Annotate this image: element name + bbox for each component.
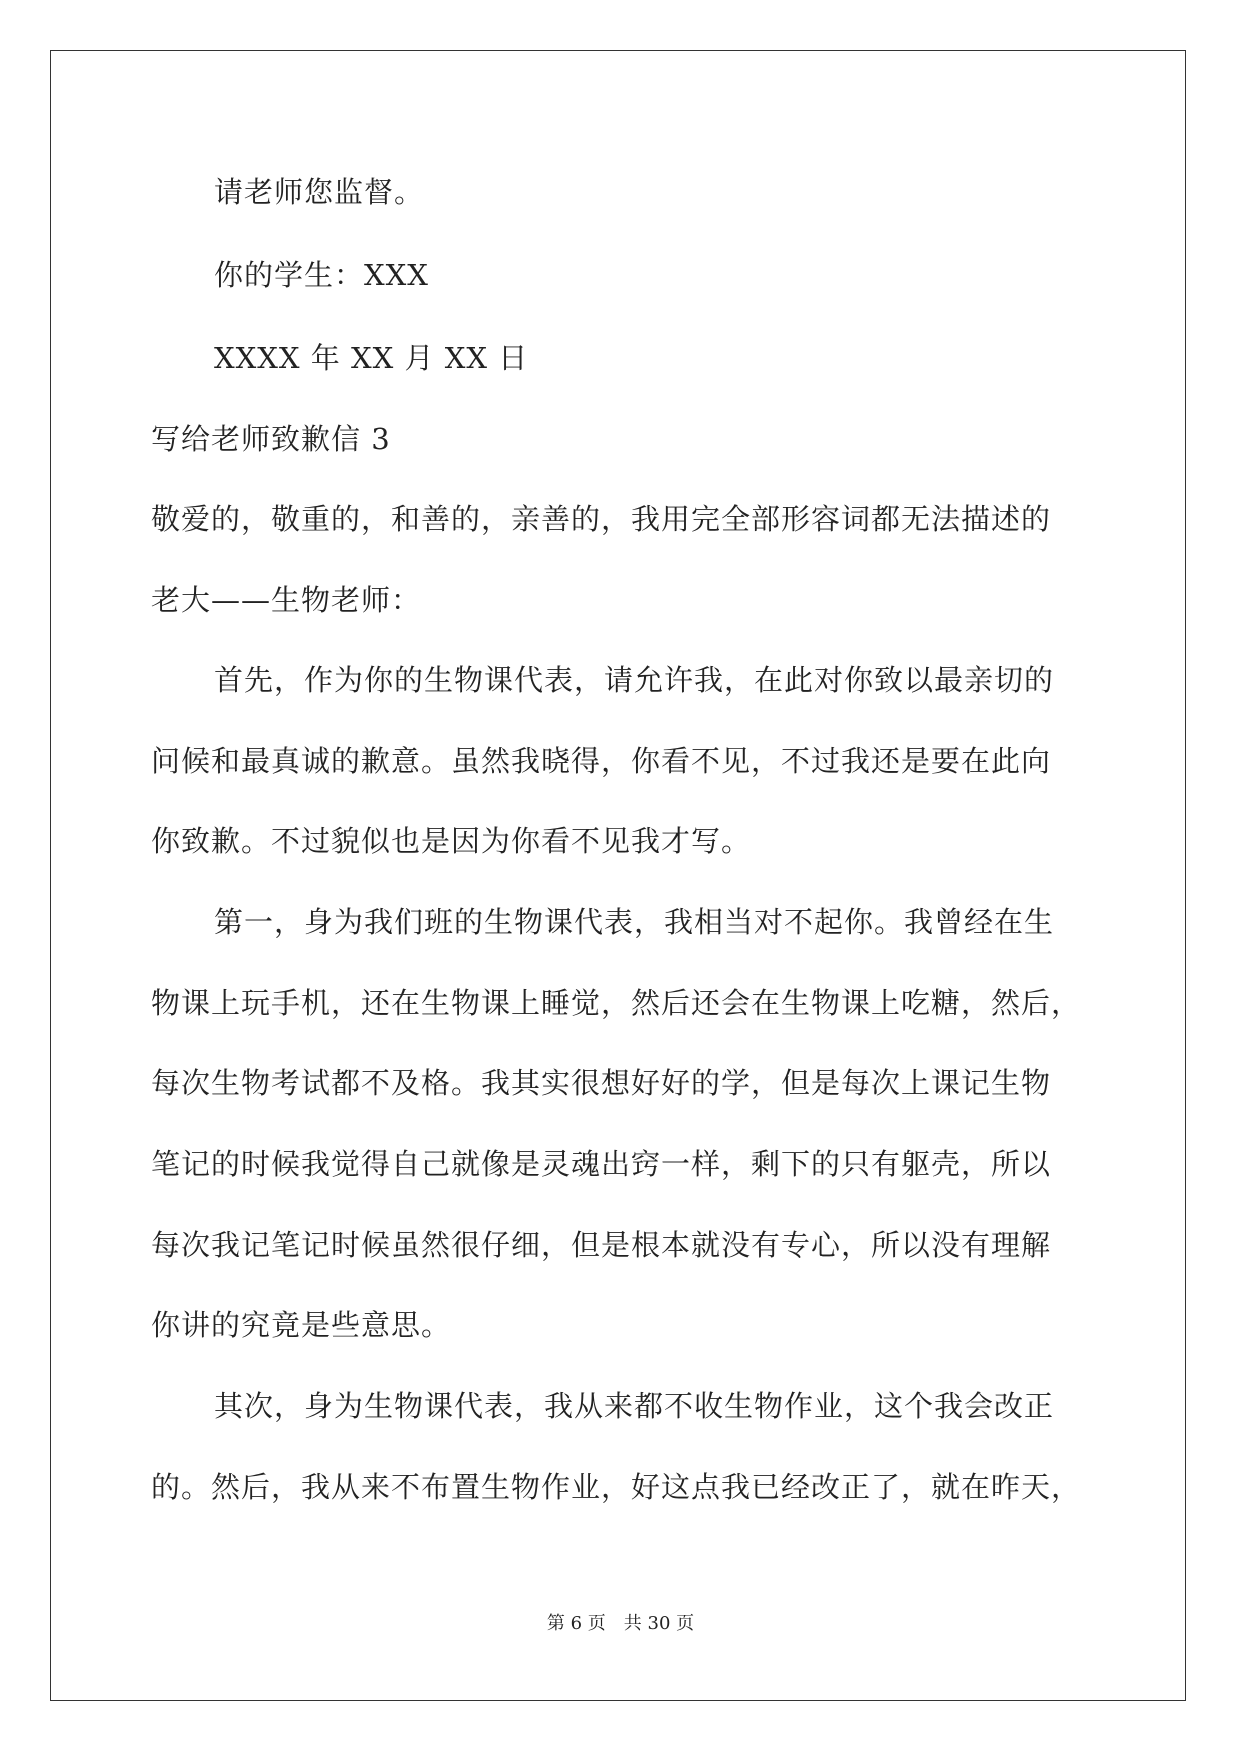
paragraph-line: 笔记的时候我觉得自己就像是灵魂出窍一样，剩下的只有躯壳，所以 xyxy=(151,1147,1052,1181)
paragraph-line: 的。然后，我从来不布置生物作业，好这点我已经改正了，就在昨天， xyxy=(151,1470,1082,1504)
signoff-student: 你的学生：XXX xyxy=(214,258,429,292)
page-border xyxy=(50,50,1186,1701)
salutation-line: 老大——生物老师： xyxy=(151,583,422,617)
paragraph-line: 你致歉。不过貌似也是因为你看不见我才写。 xyxy=(151,824,752,858)
section-heading: 写给老师致歉信 3 xyxy=(151,422,391,456)
page-number: 第 6 页 xyxy=(546,1613,606,1634)
paragraph-line: 物课上玩手机，还在生物课上睡觉，然后还会在生物课上吃糖，然后， xyxy=(151,986,1082,1020)
page-total: 共 30 页 xyxy=(623,1613,695,1634)
paragraph-line: 每次我记笔记时候虽然很仔细，但是根本就没有专心，所以没有理解 xyxy=(151,1228,1052,1262)
paragraph-line: 问候和最真诚的歉意。虽然我晓得，你看不见，不过我还是要在此向 xyxy=(151,744,1052,778)
paragraph-line: 每次生物考试都不及格。我其实很想好好的学，但是每次上课记生物 xyxy=(151,1066,1052,1100)
paragraph-line: 第一，身为我们班的生物课代表，我相当对不起你。我曾经在生 xyxy=(214,905,1055,939)
signoff-request: 请老师您监督。 xyxy=(214,175,425,209)
salutation-line: 敬爱的，敬重的，和善的，亲善的，我用完全部形容词都无法描述的 xyxy=(151,502,1052,536)
signoff-date: XXXX 年 XX 月 XX 日 xyxy=(214,341,529,375)
paragraph-line: 首先，作为你的生物课代表，请允许我，在此对你致以最亲切的 xyxy=(214,663,1055,697)
paragraph-line: 其次，身为生物课代表，我从来都不收生物作业，这个我会改正 xyxy=(214,1389,1055,1423)
page-footer xyxy=(0,1612,1241,1636)
paragraph-line: 你讲的究竟是些意思。 xyxy=(151,1308,452,1342)
